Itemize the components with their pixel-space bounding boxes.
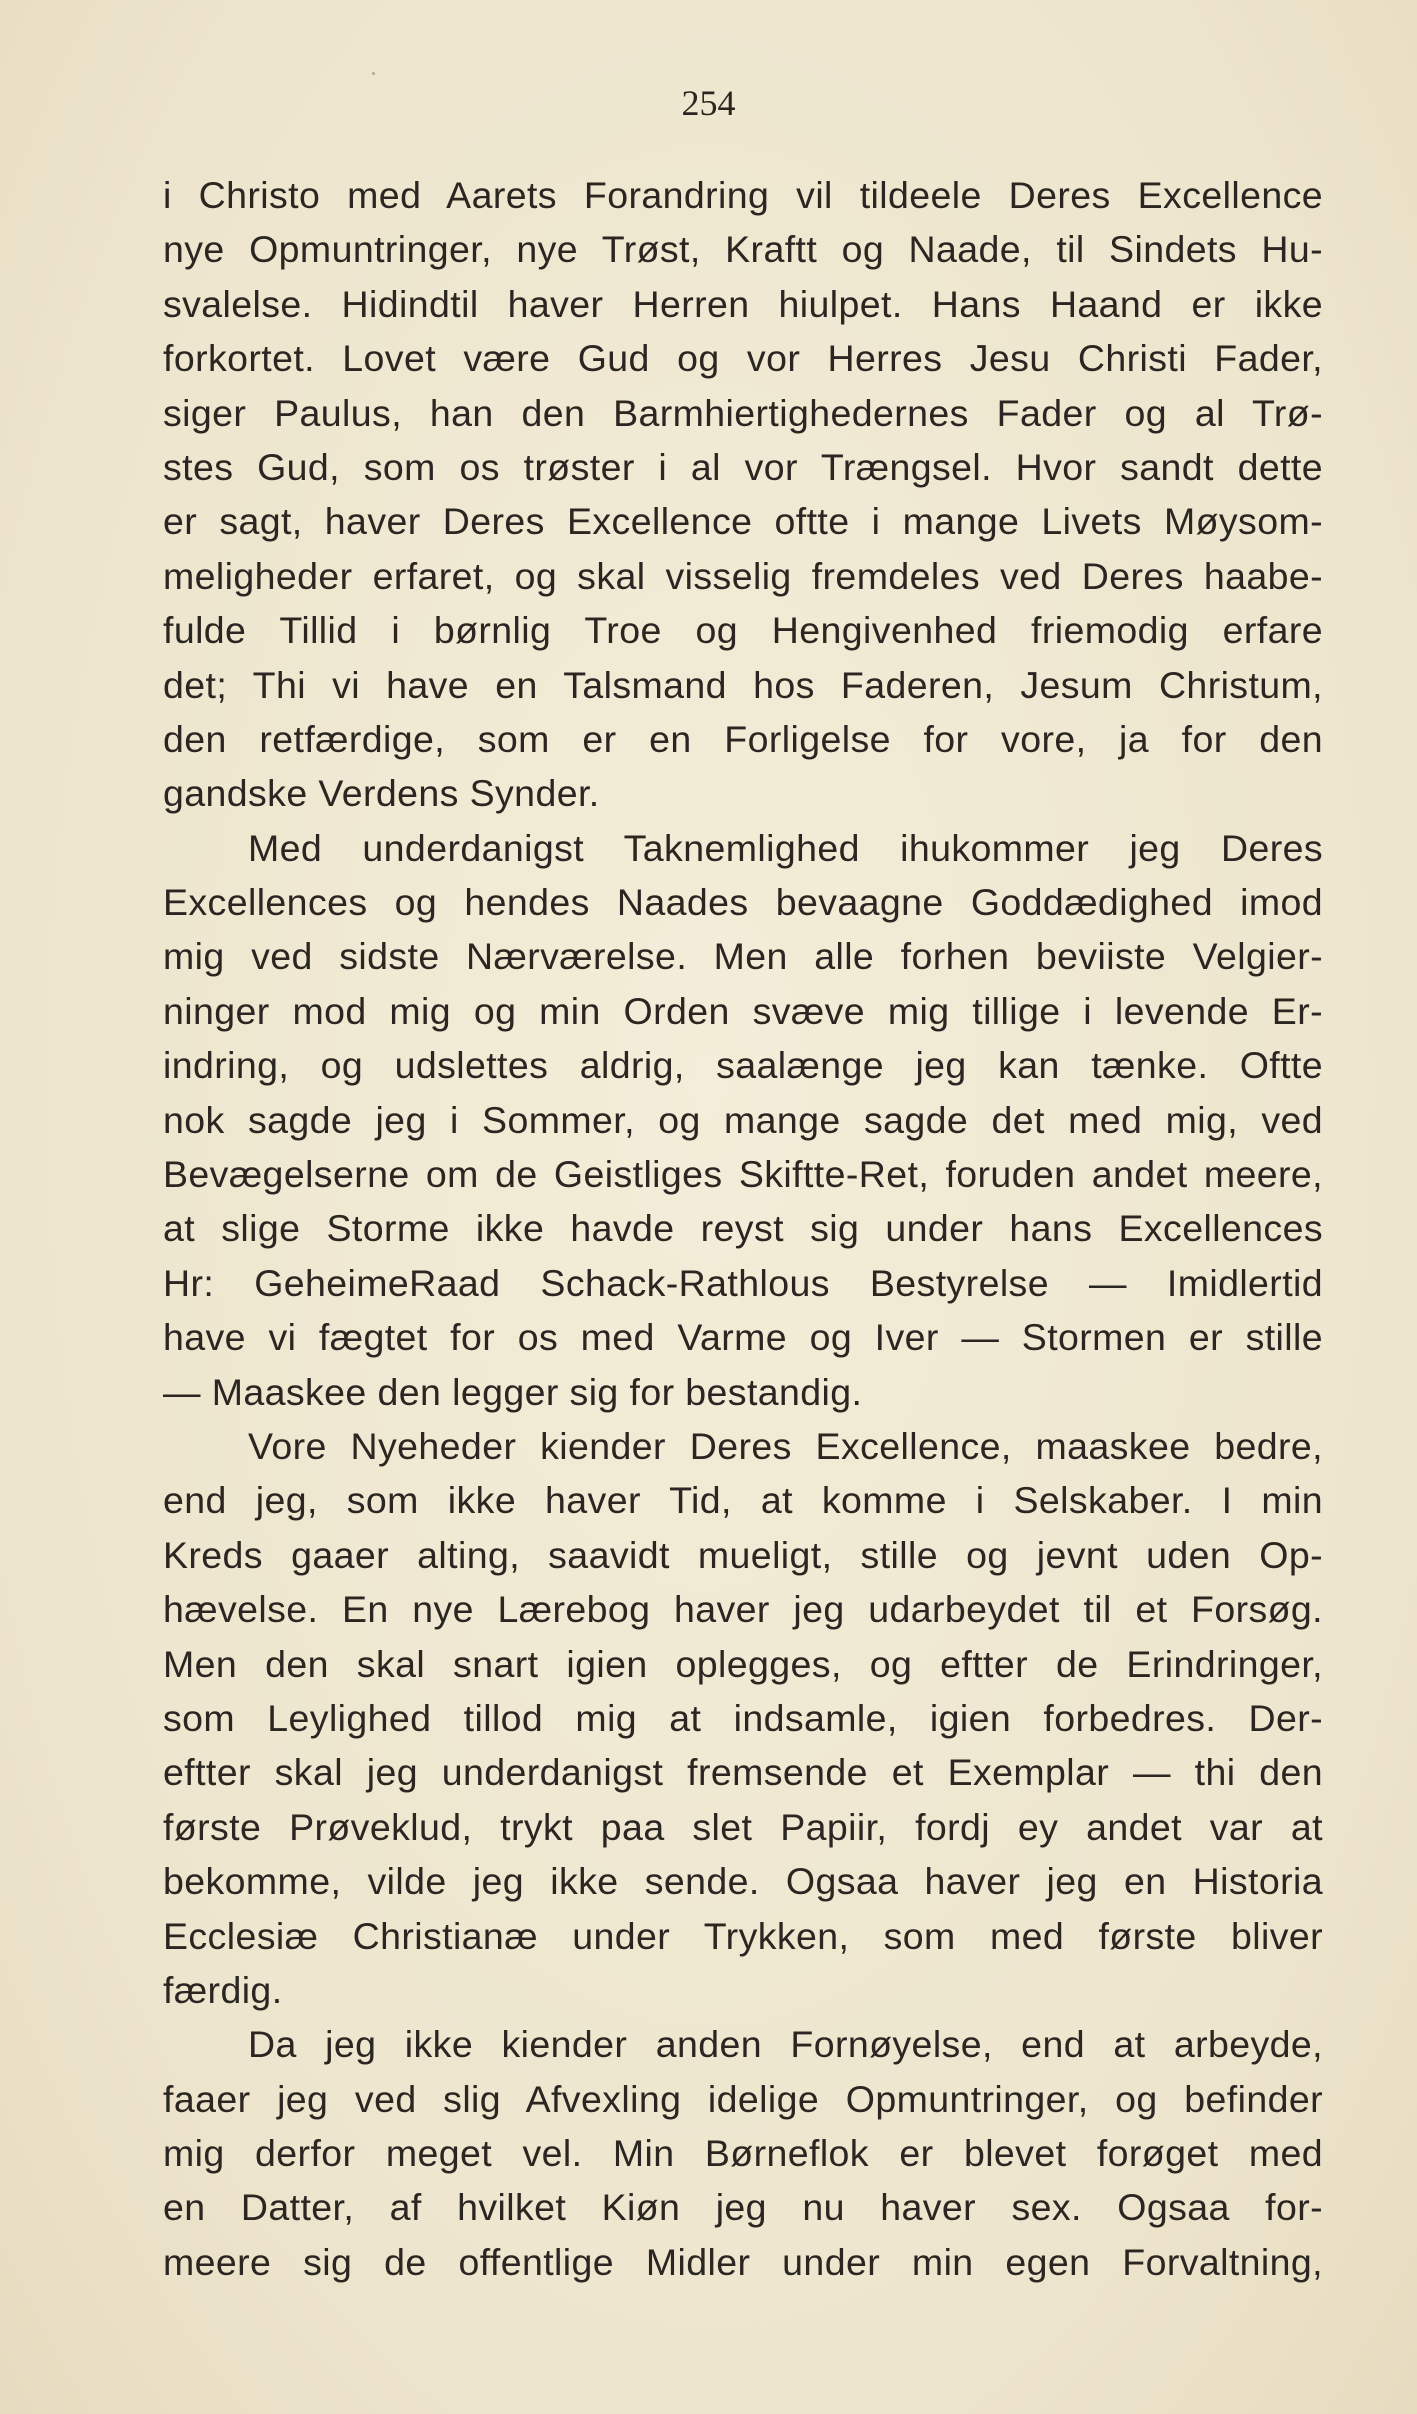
text-line: faaer jeg ved slig Afvexling idelige Opmuntringer, og befinder <box>163 2077 1323 2120</box>
text-line: end jeg, som ikke haver Tid, at komme i Selskaber. I min <box>163 1479 1323 1522</box>
text-line: mig derfor meget vel. Min Børneflok er blevet forøget med <box>163 2132 1323 2175</box>
text-line: stes Gud, som os trøster i al vor Trængsel. Hvor sandt dette <box>163 445 1323 488</box>
text-line: bekomme, vilde jeg ikke sende. Ogsaa haver jeg en Historia <box>163 1860 1323 1903</box>
text-line: indring, og udslettes aldrig, saalænge jeg kan tænke. Oftte <box>163 1044 1323 1087</box>
page-number: 254 <box>681 83 736 123</box>
body-text <box>163 168 1323 2289</box>
text-line: er sagt, haver Deres Excellence oftte i mange Livets Møysom- <box>163 500 1323 543</box>
text-line: siger Paulus, han den Barmhiertighedernes Fader og al Trø- <box>163 391 1323 434</box>
text-line: svalelse. Hidindtil haver Herren hiulpet. Hans Haand er ikke <box>163 282 1323 325</box>
text-line: en Datter, af hvilket Kiøn jeg nu haver sex. Ogsaa for- <box>163 2186 1323 2229</box>
text-line: nok sagde jeg i Sommer, og mange sagde det med mig, ved <box>163 1098 1323 1141</box>
text-line: gandske Verdens Synder. <box>163 772 600 815</box>
text-line: have vi fægtet for os med Varme og Iver — Stormen er stille <box>163 1316 1323 1359</box>
text-line: hævelse. En nye Lærebog haver jeg udarbeydet til et Forsøg. <box>163 1588 1323 1631</box>
text-line: ninger mod mig og min Orden svæve mig tillige i levende Er- <box>163 989 1323 1032</box>
text-line: Vore Nyeheder kiender Deres Excellence, maaskee bedre, <box>248 1424 1323 1467</box>
paper-speck <box>372 72 375 75</box>
text-line: Kreds gaaer alting, saavidt mueligt, stille og jevnt uden Op- <box>163 1533 1323 1576</box>
text-line: Excellences og hendes Naades bevaagne Goddædighed imod <box>163 881 1323 924</box>
text-line: som Leylighed tillod mig at indsamle, igien forbedres. Der- <box>163 1696 1323 1739</box>
text-line: meere sig de offentlige Midler under min egen Forvaltning, <box>163 2240 1323 2283</box>
text-line: i Christo med Aarets Forandring vil tildeele Deres Excellence <box>163 174 1323 216</box>
text-line: eftter skal jeg underdanigst fremsende et Exemplar — thi den <box>163 1751 1323 1794</box>
text-line: det; Thi vi have en Talsmand hos Faderen, Jesum Christum, <box>163 663 1323 706</box>
text-line: forkortet. Lovet være Gud og vor Herres Jesu Christi Fader, <box>163 337 1323 380</box>
text-line: mig ved sidste Nærværelse. Men alle forhen beviiste Velgier- <box>163 935 1323 978</box>
text-line: meligheder erfaret, og skal visselig fremdeles ved Deres haabe- <box>163 554 1323 597</box>
text-line: — Maaskee den legger sig for bestandig. <box>163 1370 863 1413</box>
text-line: Hr: GeheimeRaad Schack-Rathlous Bestyrelse — Imidlertid <box>163 1261 1323 1304</box>
text-line: Men den skal snart igien oplegges, og eftter de Erindringer, <box>163 1642 1323 1685</box>
text-line: Da jeg ikke kiender anden Fornøyelse, end at arbeyde, <box>248 2023 1323 2066</box>
text-line: Ecclesiæ Christianæ under Trykken, som med første bliver <box>163 1914 1323 1957</box>
text-line: Med underdanigst Taknemlighed ihukommer jeg Deres <box>248 826 1323 869</box>
text-line: nye Opmuntringer, nye Trøst, Kraftt og Naade, til Sindets Hu- <box>163 228 1323 271</box>
text-line: fulde Tillid i børnlig Troe og Hengivenhed friemodig erfare <box>163 609 1323 652</box>
text-line: at slige Storme ikke havde reyst sig under hans Excellences <box>163 1207 1323 1250</box>
text-line: første Prøveklud, trykt paa slet Papiir, fordj ey andet var at <box>163 1805 1323 1848</box>
text-line: Bevægelserne om de Geistliges Skiftte-Ret, foruden andet meere, <box>163 1153 1323 1196</box>
text-line: færdig. <box>163 1968 283 2011</box>
text-line: den retfærdige, som er en Forligelse for vore, ja for den <box>163 717 1323 760</box>
